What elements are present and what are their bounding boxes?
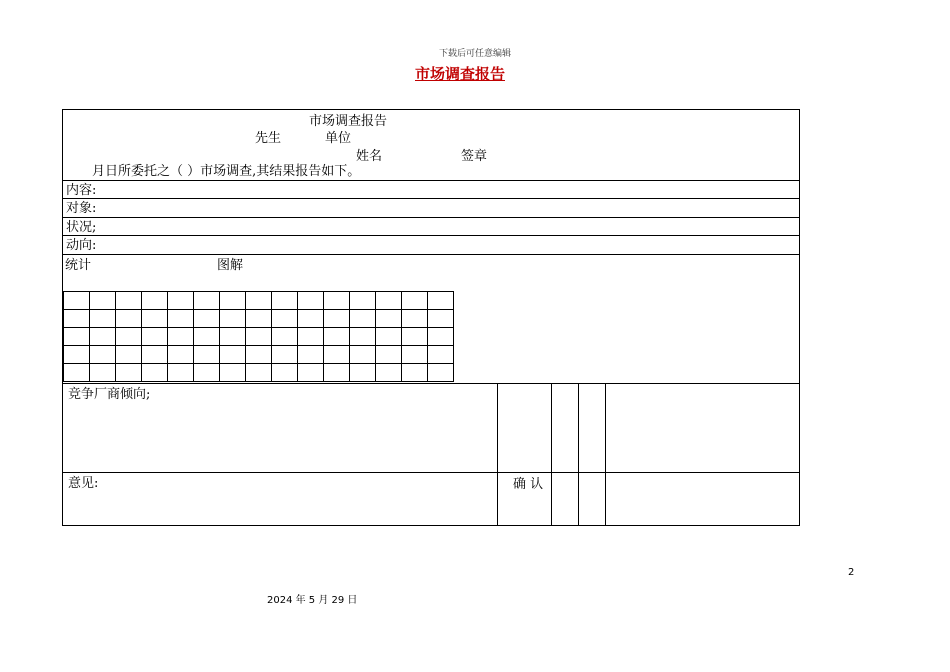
target-label: 对象: [66,201,97,216]
grid-cell [220,292,246,310]
grid-cell [90,346,116,364]
grid-cell [168,328,194,346]
grid-cell [376,328,402,346]
grid-cell [64,292,90,310]
mister-label: 先生 [255,131,282,146]
grid-cell [324,310,350,328]
grid-cell [142,346,168,364]
grid-cell [142,310,168,328]
grid-cell [402,310,428,328]
grid-cell [376,346,402,364]
grid-cell [142,364,168,382]
grid-cell [116,346,142,364]
grid-cell [246,328,272,346]
grid-cell [246,346,272,364]
grid-cell [142,328,168,346]
grid-cell [402,364,428,382]
grid-row [64,364,454,382]
column-divider [578,383,579,525]
statistics-label: 统计 [65,258,92,273]
column-divider [497,383,498,525]
signature-label: 签章 [461,149,488,164]
grid-cell [220,346,246,364]
grid-cell [90,328,116,346]
grid-cell [324,346,350,364]
grid-cell [402,346,428,364]
document-title: 市场调查报告 [414,65,505,83]
grid-cell [194,364,220,382]
grid-cell [376,292,402,310]
grid-cell [90,364,116,382]
grid-cell [272,328,298,346]
grid-cell [194,310,220,328]
grid-cell [298,346,324,364]
grid-cell [428,364,454,382]
grid-cell [428,346,454,364]
grid-cell [246,292,272,310]
row-divider [62,235,800,236]
grid-cell [402,292,428,310]
grid-cell [350,364,376,382]
footer-date: 2024 年 5 月 29 日 [267,595,358,606]
grid-cell [116,364,142,382]
commission-sentence: 月日所委托之（ ）市场调查,其结果报告如下。 [92,164,361,179]
grid-cell [350,346,376,364]
grid-cell [402,328,428,346]
grid-cell [350,328,376,346]
unit-label: 单位 [325,131,352,146]
grid-cell [298,328,324,346]
grid-cell [64,364,90,382]
grid-cell [428,292,454,310]
confirm-label: 确 认 [513,477,544,492]
statistics-grid [63,291,454,382]
grid-cell [168,310,194,328]
trend-label: 动向: [66,238,97,253]
grid-cell [324,292,350,310]
grid-cell [116,310,142,328]
grid-cell [324,364,350,382]
grid-cell [90,310,116,328]
column-divider [551,383,552,525]
grid-cell [116,328,142,346]
grid-row [64,328,454,346]
grid-row [64,310,454,328]
diagram-label: 图解 [217,258,244,273]
grid-row [64,292,454,310]
grid-cell [428,328,454,346]
grid-cell [64,328,90,346]
grid-cell [272,364,298,382]
row-divider [62,217,800,218]
grid-cell [142,292,168,310]
grid-cell [298,292,324,310]
grid-cell [116,292,142,310]
row-divider [62,383,800,384]
competitor-label: 竞争厂商倾向; [68,387,151,402]
row-divider [62,198,800,199]
grid-cell [350,310,376,328]
grid-cell [298,364,324,382]
row-divider [62,180,800,181]
row-divider [62,254,800,255]
grid-cell [220,310,246,328]
name-label: 姓名 [356,149,383,164]
grid-cell [194,292,220,310]
form-inner-title: 市场调查报告 [309,114,388,129]
grid-cell [168,364,194,382]
grid-cell [220,364,246,382]
page-number: 2 [848,567,855,578]
grid-cell [194,346,220,364]
grid-cell [90,292,116,310]
grid-cell [324,328,350,346]
content-label: 内容: [66,183,97,198]
grid-cell [376,364,402,382]
grid-cell [246,310,272,328]
grid-cell [64,310,90,328]
grid-cell [298,310,324,328]
grid-cell [64,346,90,364]
grid-row [64,346,454,364]
grid-cell [194,328,220,346]
status-label: 状况; [66,220,97,235]
column-divider [605,383,606,525]
grid-cell [272,346,298,364]
grid-cell [246,364,272,382]
header-note: 下载后可任意编辑 [438,49,511,59]
grid-cell [272,310,298,328]
row-divider [62,472,800,473]
grid-cell [350,292,376,310]
grid-cell [168,346,194,364]
grid-cell [376,310,402,328]
grid-cell [168,292,194,310]
grid-cell [272,292,298,310]
opinion-label: 意见: [68,476,99,491]
grid-cell [428,310,454,328]
grid-cell [220,328,246,346]
